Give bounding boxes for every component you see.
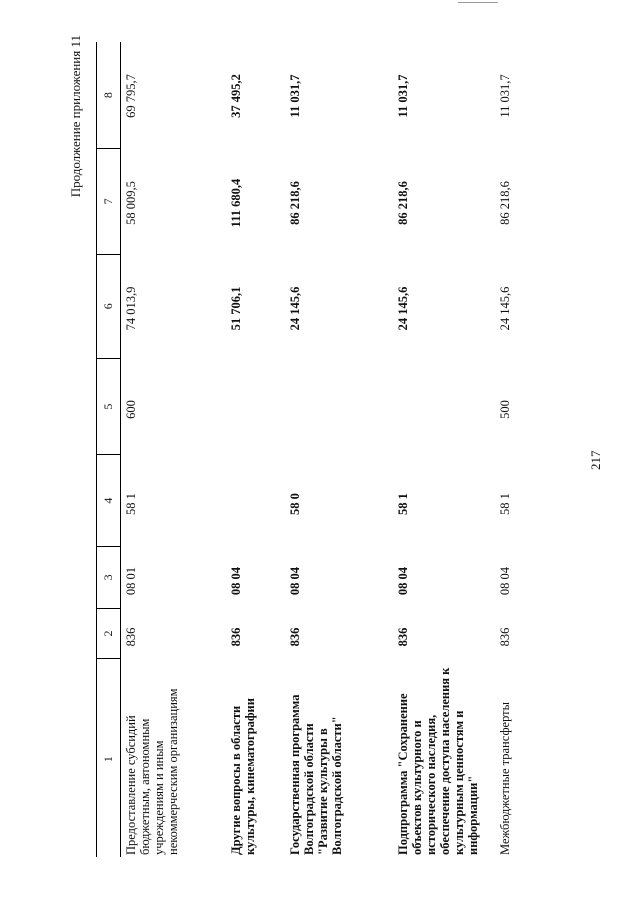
row-col-4: [226, 458, 285, 550]
row-col-4: 58 1: [498, 493, 512, 515]
row-col-2: 836: [124, 627, 138, 647]
row-col-3: 08 01: [124, 566, 138, 596]
table-row: [495, 42, 548, 857]
row-col-5: 500: [498, 400, 512, 419]
header-col-8: 8: [101, 92, 115, 99]
header-col-4: 4: [97, 454, 120, 546]
table-row: [121, 42, 226, 857]
header-col-5: 5: [97, 358, 120, 454]
row-name: Межбюджетные трансферты: [498, 701, 512, 855]
row-name: Предоставление субсидий бюджетным, автономным учреждениям и иным некоммерческим организациям: [124, 688, 180, 855]
header-col-7: 7: [97, 148, 120, 253]
row-col-7: 58 009,5: [124, 181, 138, 225]
table-row: [393, 42, 495, 857]
row-col-2: 836: [396, 627, 410, 647]
header-col-1: 1: [97, 658, 120, 857]
row-name: Другие вопросы в области культуры, кинематографии: [229, 698, 257, 855]
row-col-2: 836: [288, 627, 302, 647]
row-col-3: 08 04: [396, 566, 410, 596]
row-col-6: 24 145,6: [288, 286, 302, 331]
row-col-4: 58 1: [124, 493, 138, 515]
header-col-2: 2: [97, 608, 120, 658]
row-col-3: 08 04: [498, 566, 512, 596]
row-col-2: 836: [498, 627, 512, 647]
row-col-4: 58 1: [396, 493, 410, 515]
header-col-3: 3: [97, 546, 120, 608]
page-number: 217: [588, 450, 603, 470]
row-col-5: [226, 361, 285, 458]
row-name: Государственная программа Волгоградской области "Развитие культуры в Волгоградской области": [288, 694, 344, 855]
row-col-7: 111 680,4: [229, 178, 243, 228]
row-col-7: 86 218,6: [396, 181, 410, 225]
row-col-3: 08 04: [229, 566, 243, 596]
row-col-8: 11 031,7: [396, 74, 410, 118]
row-col-6: 24 145,6: [396, 286, 410, 331]
row-name: Подпрограмма "Сохранение объектов культурного и исторического наследия, обеспечение доступа населения к культурным ценностям и информации": [396, 667, 480, 855]
row-col-5: 600: [124, 400, 138, 419]
table-header: [96, 42, 121, 857]
row-col-4: 58 0: [288, 493, 302, 515]
row-col-3: 08 04: [288, 566, 302, 596]
header-col-6: 6: [97, 254, 120, 358]
row-col-8: 11 031,7: [498, 74, 512, 118]
row-col-6: 24 145,6: [498, 286, 512, 331]
row-col-7: 86 218,6: [288, 181, 302, 225]
row-col-8: 69 795,7: [124, 74, 138, 118]
row-col-8: 11 031,7: [288, 74, 302, 118]
row-col-2: 836: [229, 627, 243, 647]
row-col-7: 86 218,6: [498, 181, 512, 225]
row-col-6: 74 013,9: [124, 286, 138, 331]
budget-table: [96, 42, 546, 857]
row-col-5: [285, 361, 393, 458]
row-col-8: 37 495,2: [229, 74, 243, 118]
row-col-6: 51 706,1: [229, 286, 243, 331]
row-col-5: [393, 361, 495, 458]
table-row: [226, 42, 285, 857]
table-row: [285, 42, 393, 857]
continuation-label: Продолжение приложения 11: [68, 35, 83, 198]
